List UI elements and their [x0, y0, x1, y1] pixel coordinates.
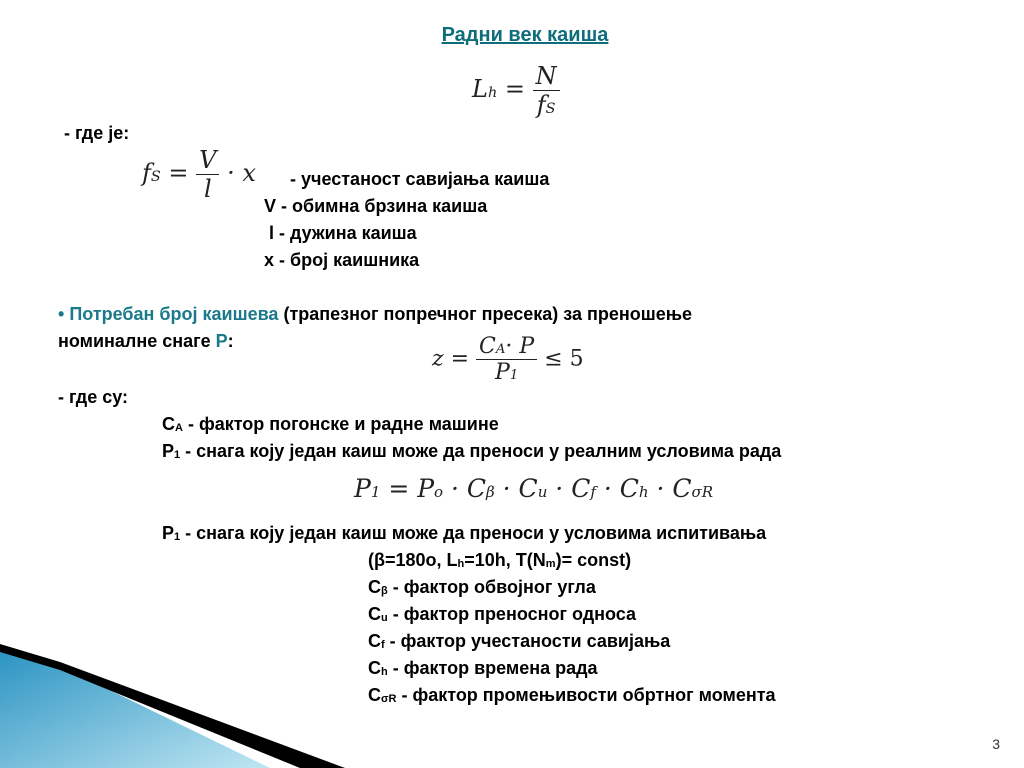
factor-sigma-sub: σR — [381, 693, 397, 705]
fs-numerator: V — [196, 146, 219, 175]
factor-u-desc: - фактор преносног односа — [387, 604, 637, 624]
page-number: 3 — [992, 736, 1000, 752]
z-fraction — [476, 334, 537, 385]
life-denominator-sub: S — [545, 101, 556, 117]
p1-real-desc: - снага коју један каиш може да преноси у реалним условима рада — [180, 441, 782, 461]
ca-line — [162, 413, 499, 438]
bullet-line2-suffix: : — [227, 331, 234, 351]
z-relation: ≤ 5 — [544, 346, 584, 372]
fs-lhs: f — [142, 159, 151, 187]
p1-part-4: · C — [547, 474, 591, 503]
p1-part-6-sub: σR — [691, 483, 714, 501]
fs-mult: · x — [227, 159, 256, 187]
l-description: l - дужина каиша — [264, 223, 417, 243]
cond-b: =10h, T(N — [464, 550, 546, 570]
where-label-1: - где је: — [64, 123, 130, 143]
p1-part-1-sub: o — [434, 483, 444, 501]
slide-title: Радни век каиша — [441, 24, 609, 46]
p1-part-0-sub: 1 — [370, 483, 381, 501]
cond-c: )= const) — [555, 550, 632, 570]
p1-test-sub: 1 — [174, 531, 181, 543]
bullet-p: P — [215, 331, 228, 351]
x-description: x - број каишника — [264, 250, 420, 270]
p1-part-0: P — [354, 474, 371, 503]
factor-u-symbol: C — [368, 604, 381, 624]
fs-formula — [142, 146, 256, 203]
p1-part-3-sub: u — [537, 483, 548, 501]
z-formula — [432, 334, 584, 385]
p1-real-line — [162, 440, 781, 465]
v-description: V - обимна брзина каиша — [264, 196, 488, 216]
ca-symbol: C — [162, 414, 175, 434]
factor-sigma-desc: - фактор промењивости обртног момента — [396, 685, 776, 705]
p1-test-desc: - снага коју један каиш може да преноси у условима испитивања — [180, 523, 767, 543]
p1-real-symbol: P — [162, 441, 175, 461]
factor-f-sub: f — [381, 639, 385, 651]
life-numerator: N — [533, 62, 560, 91]
fs-eq: = — [168, 159, 189, 187]
cond-b-sub: m — [545, 558, 556, 570]
swoosh-blue — [0, 648, 270, 768]
z-den-sub: 1 — [509, 368, 519, 383]
factor-sigma-symbol: C — [368, 685, 381, 705]
z-den: P — [495, 360, 510, 385]
life-formula — [472, 62, 560, 119]
fs-description: - учестаност савијања каиша — [290, 169, 550, 189]
z-lhs: z = — [432, 346, 470, 372]
bullet-line2-prefix: номиналне снаге — [58, 331, 216, 351]
factor-sigma-line — [368, 684, 776, 709]
p1-part-4-sub: f — [590, 483, 596, 501]
fs-denominator: l — [203, 175, 212, 203]
factor-f-desc: - фактор учестаности савијања — [384, 631, 671, 651]
factor-u-sub: u — [381, 612, 388, 624]
factor-h-line — [368, 657, 598, 682]
factor-f-line — [368, 630, 670, 655]
where-label-2: - где су: — [58, 387, 129, 407]
z-num-a: C — [479, 334, 496, 359]
p1-part-3: · C — [494, 474, 538, 503]
bullet-marker: • — [58, 304, 65, 324]
factor-h-sub: h — [381, 666, 388, 678]
life-fraction — [533, 62, 560, 119]
factor-u-line — [368, 603, 636, 628]
factor-f-symbol: C — [368, 631, 381, 651]
z-num-a-sub: A — [495, 342, 506, 357]
p1-part-6: · C — [648, 474, 692, 503]
factor-h-desc: - фактор времена рада — [387, 658, 598, 678]
p1-real-sub: 1 — [174, 449, 181, 461]
p1-part-5-sub: h — [638, 483, 649, 501]
factor-beta-sub: β — [381, 585, 388, 597]
bullet-line-1 — [58, 303, 692, 325]
factor-beta-desc: - фактор обвојног угла — [387, 577, 596, 597]
ca-sub: A — [175, 422, 183, 434]
ca-desc: - фактор погонске и радне машине — [182, 414, 499, 434]
p1-part-1: = P — [380, 474, 435, 503]
life-lhs-sub: h — [487, 85, 498, 101]
bullet-highlight: Потребан број каишева — [69, 304, 279, 324]
p1-part-2: · C — [443, 474, 487, 503]
bullet-rest: (трапезног попречног пресека) за преношење — [278, 304, 693, 324]
factor-beta-symbol: C — [368, 577, 381, 597]
fs-fraction — [196, 146, 219, 203]
life-eq: = — [504, 75, 525, 103]
life-denominator: f — [536, 91, 546, 119]
test-conditions — [368, 549, 631, 574]
p1-formula — [354, 474, 713, 503]
factor-h-symbol: C — [368, 658, 381, 678]
fs-lhs-sub: S — [150, 169, 161, 185]
p1-test-symbol: P — [162, 523, 175, 543]
life-lhs: L — [472, 75, 488, 103]
z-num-b: · P — [505, 334, 535, 359]
factor-beta-line — [368, 576, 596, 601]
p1-test-line — [162, 522, 766, 547]
cond-a: (β=180o, L — [368, 550, 458, 570]
p1-part-5: · C — [595, 474, 639, 503]
cond-a-sub: h — [457, 558, 465, 570]
p1-part-2-sub: β — [486, 483, 495, 501]
bullet-line-2 — [58, 330, 234, 352]
